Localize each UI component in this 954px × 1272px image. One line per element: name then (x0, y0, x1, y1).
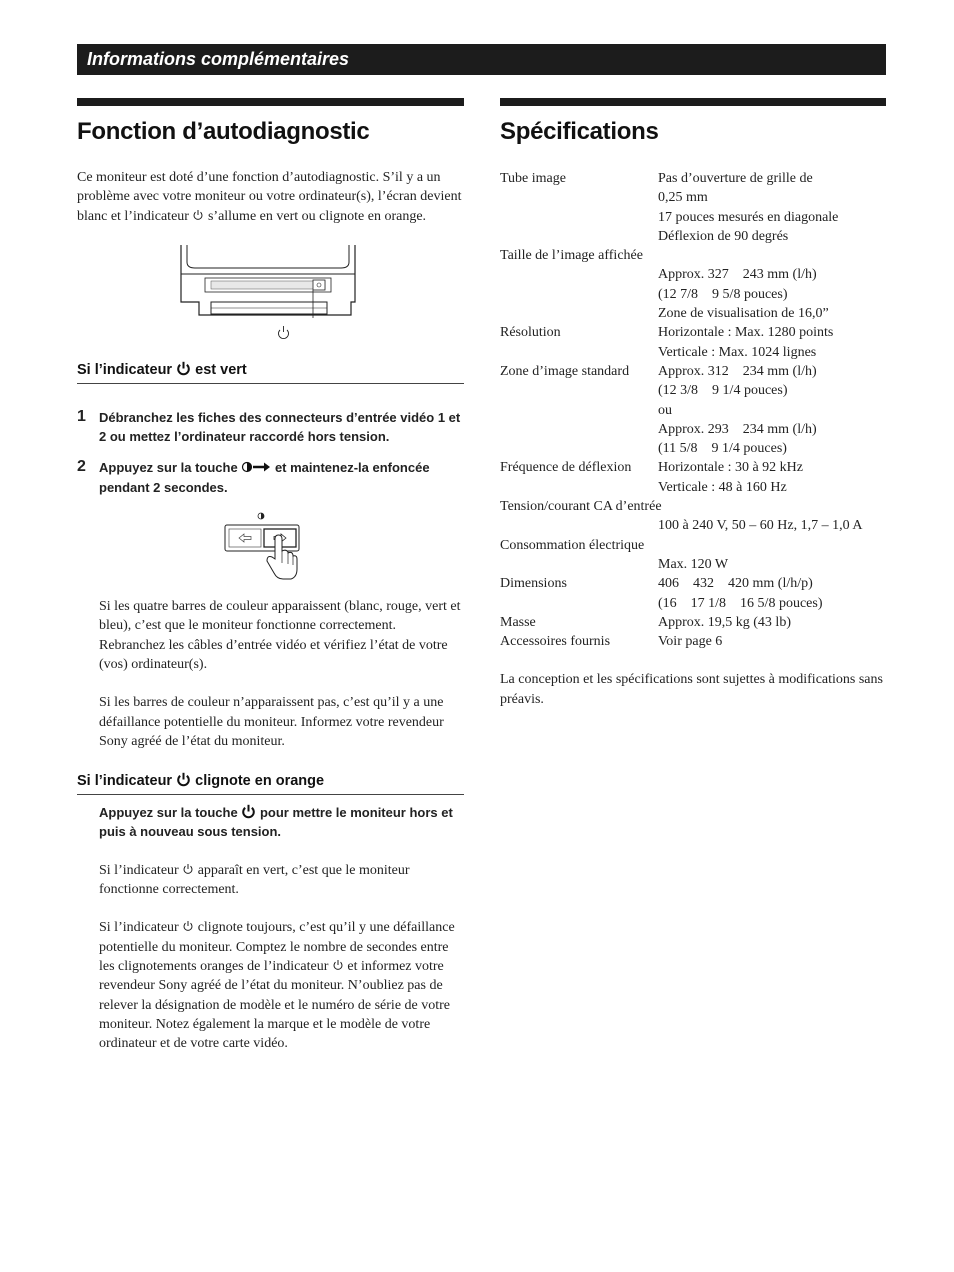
spec-row (500, 188, 862, 207)
spec-row (500, 381, 862, 400)
intro-paragraph: Ce moniteur est doté d’une fonction d’autodiagnostic. S’il y a un problème avec votre moniteur ou votre ordinateur(s), l’écran devient blanc et l’indicateur s’allume en vert ou clignote en orange. (77, 170, 462, 224)
power-icon (332, 959, 344, 971)
spec-row (500, 536, 862, 555)
spec-row (500, 362, 862, 381)
right-column (500, 98, 886, 709)
spec-row (500, 323, 862, 342)
spec-value: Verticale : Max. 1024 lignes (658, 344, 817, 360)
page-title-specifications: Spécifications (500, 118, 659, 145)
paragraph-no-bars: Si les barres de couleur n’apparaissent pas, c’est qu’il y a une défaillance potentielle du moniteur. Informez votre revendeur Sony agréé de l’état du moniteur. (99, 695, 444, 749)
spec-value: 406 432 420 mm (l/h/p) (658, 576, 813, 592)
spec-value: Horizontale : Max. 1280 points (658, 325, 834, 341)
spec-label (500, 227, 658, 246)
spec-label: Tension/courant CA d’entrée (500, 499, 662, 515)
spec-label: Consommation électrique (500, 537, 645, 553)
spec-row (500, 613, 862, 632)
spec-row (500, 458, 862, 477)
spec-row (500, 401, 862, 420)
spec-row (500, 169, 862, 188)
spec-row (500, 343, 862, 362)
title-rule (500, 98, 886, 106)
spec-value: 17 pouces mesurés en diagonale (658, 209, 839, 225)
left-column (77, 98, 464, 1053)
paragraph-green-ok: Si l’indicateur apparaît en vert, c’est que le moniteur fonctionne correctement. (99, 862, 410, 898)
page-title-autodiagnostic: Fonction d’autodiagnostic (77, 118, 370, 145)
spec-label (500, 188, 658, 207)
spec-label: Accessoires fournis (500, 634, 611, 650)
power-icon (241, 804, 256, 819)
spec-label (500, 420, 658, 439)
spec-row (500, 304, 862, 323)
monitor-front-illustration (77, 240, 464, 350)
spec-row (500, 516, 862, 535)
step-number: 1 (77, 407, 86, 425)
spec-value: Approx. 19,5 kg (43 lb) (658, 614, 791, 630)
button-press-illustration (77, 503, 464, 593)
spec-value: Approx. 293 234 mm (l/h) (658, 421, 817, 437)
step-1: 1 Débranchez les fiches des connecteurs d’entrée vidéo 1 et 2 ou mettez l’ordinateur raccordé hors tension. (77, 407, 461, 445)
spec-row (500, 265, 862, 284)
spec-label: Masse (500, 614, 536, 630)
spec-value: (16 17 1/8 16 5/8 pouces) (658, 595, 823, 611)
spec-value: Approx. 327 243 mm (l/h) (658, 267, 817, 283)
spec-label: Résolution (500, 325, 561, 341)
spec-label (500, 439, 658, 458)
instruction-power-cycle: Appuyez sur la touche pour mettre le moniteur hors et puis à nouveau sous tension. (99, 805, 453, 840)
step-2: 2 Appuyez sur la touche et maintenez-la enfoncée pendant 2 secondes. (77, 458, 430, 495)
contrast-arrow-icon (241, 461, 271, 473)
spec-value: Approx. 312 234 mm (l/h) (658, 363, 817, 379)
spec-row (500, 478, 862, 497)
spec-label (500, 401, 658, 420)
spec-row (500, 439, 862, 458)
spec-label (500, 516, 658, 535)
specifications-table (500, 169, 862, 651)
spec-label: Dimensions (500, 576, 567, 592)
section-banner: Informations complémentaires (77, 44, 886, 75)
specs-footnote: La conception et les spécifications sont sujettes à modifications sans préavis. (500, 672, 883, 707)
spec-label: Zone d’image standard (500, 363, 630, 379)
spec-label: Fréquence de déflexion (500, 460, 632, 476)
spec-row (500, 555, 862, 574)
spec-value: Zone de visualisation de 16,0” (658, 306, 829, 322)
spec-label (500, 208, 658, 227)
spec-label (500, 381, 658, 400)
spec-value: (12 3/8 9 1/4 pouces) (658, 383, 788, 399)
heading-indicator-orange: Si l’indicateur clignote en orange (77, 771, 464, 795)
spec-row (500, 594, 862, 613)
spec-value: 100 à 240 V, 50 – 60 Hz, 1,7 – 1,0 A (658, 518, 863, 534)
title-rule (77, 98, 464, 106)
spec-label (500, 265, 658, 284)
power-icon (182, 920, 194, 932)
spec-row (500, 497, 862, 516)
spec-value: Verticale : 48 à 160 Hz (658, 479, 787, 495)
power-icon (176, 772, 191, 787)
spec-value: ou (658, 402, 672, 418)
heading-indicator-green: Si l’indicateur est vert (77, 360, 464, 384)
spec-label: Taille de l’image affichée (500, 248, 643, 264)
spec-label: Tube image (500, 171, 566, 186)
spec-value: Max. 120 W (658, 556, 729, 572)
spec-label (500, 555, 658, 574)
spec-row (500, 208, 862, 227)
power-icon (182, 863, 194, 875)
spec-value: (12 7/8 9 5/8 pouces) (658, 286, 788, 302)
spec-label (500, 343, 658, 362)
spec-label (500, 478, 658, 497)
spec-value: (11 5/8 9 1/4 pouces) (658, 441, 787, 457)
paragraph-still-blinking: Si l’indicateur clignote toujours, c’est qu’il y une défaillance potentielle du moniteur. Comptez le nombre de secondes entre les clignotements oranges de l’indicateur et informez votre revendeur Sony agréé de l’état du moniteur. N’oubliez pas de relever la désignation de modèle et le numéro de série de votre moniteur. Notez également la marque et le modèle de votre ordinateur et de votre carte vidéo. (99, 920, 455, 1052)
power-icon (192, 209, 204, 221)
spec-row (500, 420, 862, 439)
spec-value: Voir page 6 (658, 634, 723, 650)
spec-label (500, 594, 658, 613)
spec-value: 0,25 mm (658, 190, 708, 206)
spec-row (500, 632, 862, 651)
spec-value: Pas d’ouverture de grille de (658, 171, 813, 186)
spec-row (500, 246, 862, 265)
spec-label (500, 285, 658, 304)
spec-row (500, 285, 862, 304)
step-number: 2 (77, 458, 86, 476)
spec-label (500, 304, 658, 323)
spec-value: Horizontale : 30 à 92 kHz (658, 460, 804, 476)
paragraph-four-bars: Si les quatre barres de couleur apparaissent (blanc, rouge, vert et bleu), c’est que le moniteur fonctionne correctement. Rebranchez les câbles d’entrée vidéo et vérifiez l’état de votre (vos) ordinateur(s). (99, 599, 461, 672)
spec-value: Déflexion de 90 degrés (658, 228, 789, 244)
spec-row (500, 227, 862, 246)
power-icon (176, 361, 191, 376)
spec-row (500, 574, 862, 593)
